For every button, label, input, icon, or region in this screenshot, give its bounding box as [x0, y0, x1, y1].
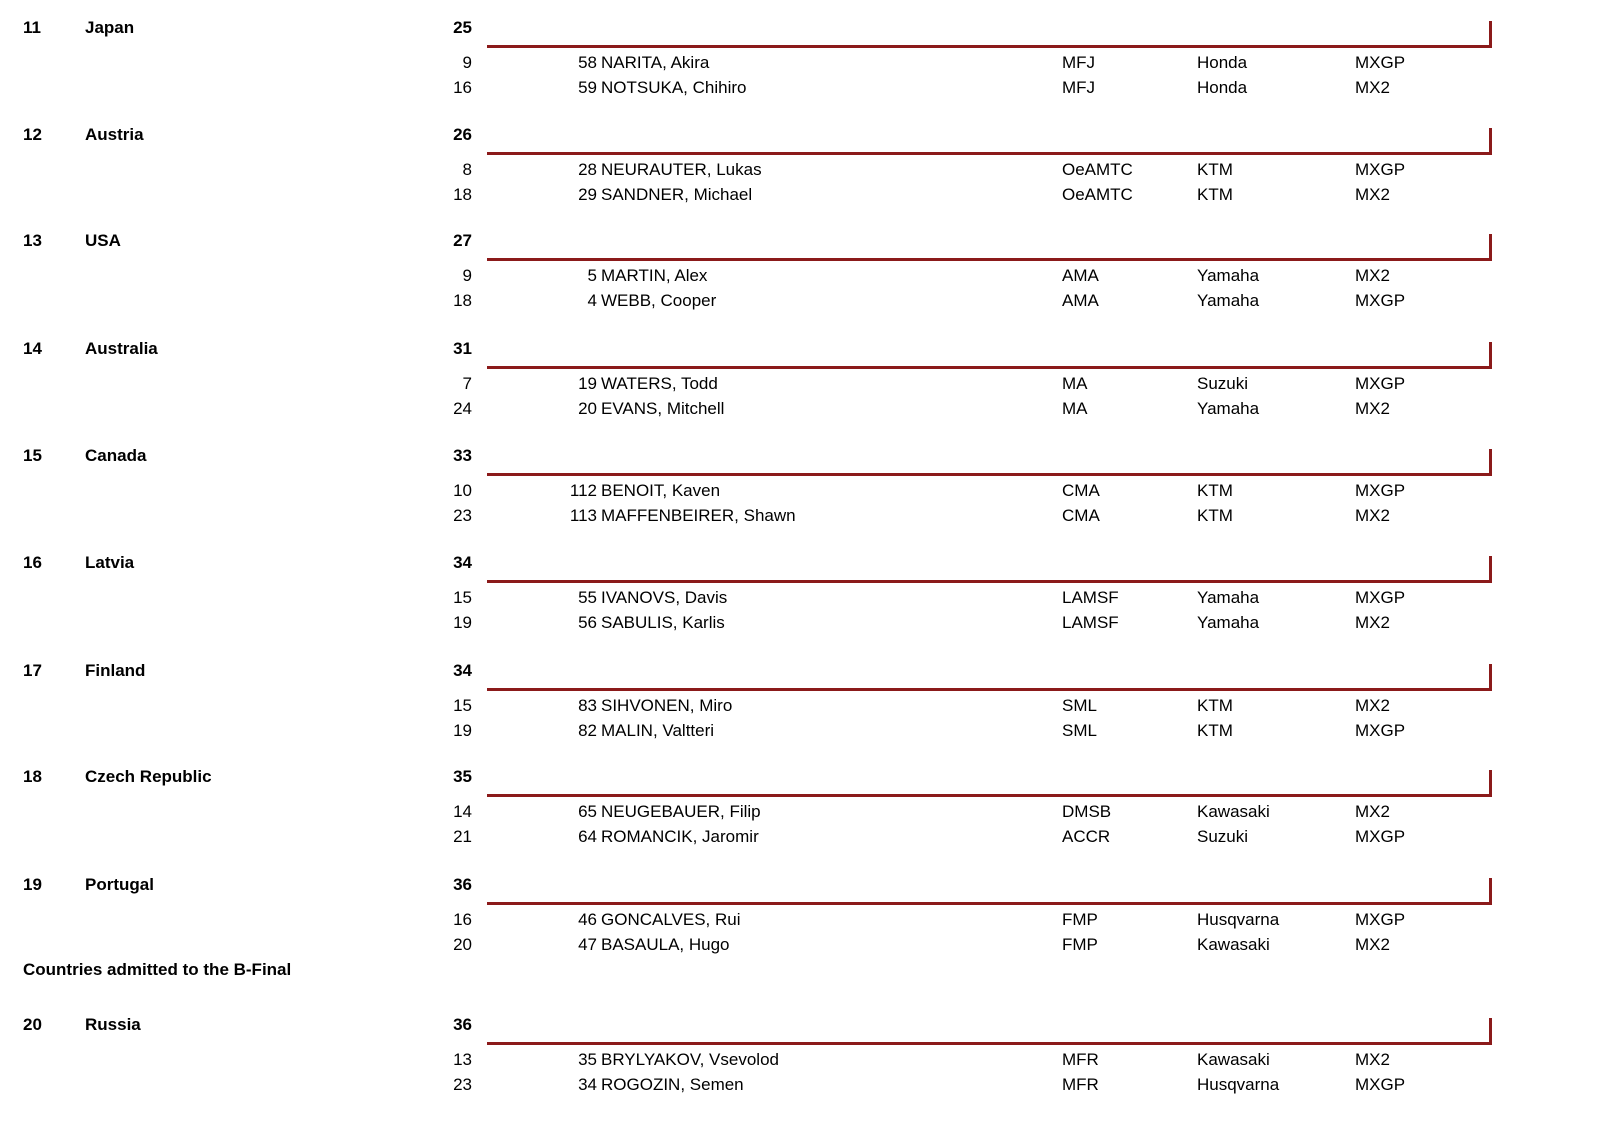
rider-class: MXGP [1355, 588, 1406, 607]
block-divider-rule [487, 473, 1492, 476]
rider-number: 59 [578, 78, 597, 97]
rider-name: NOTSUKA, Chihiro [601, 78, 747, 97]
rider-class: MX2 [1355, 185, 1390, 204]
rider-bike-brand: Husqvarna [1197, 910, 1280, 929]
rider-number: 4 [587, 291, 597, 310]
country-total-points: 36 [453, 875, 472, 894]
rider-name: NEUGEBAUER, Filip [601, 802, 761, 821]
country-block [0, 1015, 1608, 1122]
rider-position: 9 [462, 266, 472, 285]
rider-number: 29 [578, 185, 597, 204]
rider-federation: OeAMTC [1062, 160, 1133, 179]
country-name: Canada [85, 446, 147, 465]
rider-federation: MFJ [1062, 78, 1096, 97]
rider-class: MXGP [1355, 1075, 1406, 1094]
rider-number: 46 [578, 910, 597, 929]
rider-name: IVANOVS, Davis [601, 588, 728, 607]
rider-row [0, 910, 1608, 935]
rider-position: 18 [453, 291, 472, 310]
rider-number: 83 [578, 696, 597, 715]
rider-bike-brand: KTM [1197, 481, 1233, 500]
rider-row [0, 481, 1608, 506]
rider-federation: MFJ [1062, 53, 1096, 72]
rider-class: MX2 [1355, 399, 1390, 418]
rider-row [0, 588, 1608, 613]
rider-name: WATERS, Todd [601, 374, 718, 393]
country-rank: 12 [23, 125, 42, 144]
rider-row [0, 827, 1608, 852]
country-rank: 14 [23, 339, 42, 358]
rider-row [0, 1050, 1608, 1075]
country-name: Australia [85, 339, 158, 358]
rider-number: 28 [578, 160, 597, 179]
rider-bike-brand: Yamaha [1197, 266, 1260, 285]
rider-class: MX2 [1355, 1050, 1390, 1069]
rider-row [0, 721, 1608, 746]
rider-class: MXGP [1355, 374, 1406, 393]
country-rank: 19 [23, 875, 42, 894]
rider-number: 58 [578, 53, 597, 72]
rider-bike-brand: Husqvarna [1197, 1075, 1280, 1094]
rider-bike-brand: Yamaha [1197, 399, 1260, 418]
rider-federation: FMP [1062, 935, 1098, 954]
b-final-section-note: Countries admitted to the B-Final [23, 960, 292, 979]
country-name: Russia [85, 1015, 141, 1034]
rider-number: 47 [578, 935, 597, 954]
rider-position: 15 [453, 588, 472, 607]
rider-federation: OeAMTC [1062, 185, 1133, 204]
rider-number: 113 [569, 506, 597, 525]
rider-federation: AMA [1062, 291, 1099, 310]
rider-class: MXGP [1355, 53, 1406, 72]
country-rank: 11 [23, 18, 41, 37]
rider-row [0, 399, 1608, 424]
rider-name: ROMANCIK, Jaromir [601, 827, 759, 846]
rider-row [0, 613, 1608, 638]
rider-row [0, 374, 1608, 399]
rider-federation: CMA [1062, 481, 1100, 500]
block-divider-rule [487, 580, 1492, 583]
country-block [0, 339, 1608, 446]
rider-federation: SML [1062, 696, 1097, 715]
rider-class: MXGP [1355, 910, 1406, 929]
rider-federation: LAMSF [1062, 588, 1119, 607]
rider-name: SANDNER, Michael [601, 185, 753, 204]
rider-name: GONCALVES, Rui [601, 910, 741, 929]
rider-name: BASAULA, Hugo [601, 935, 730, 954]
rider-bike-brand: KTM [1197, 721, 1233, 740]
rider-class: MX2 [1355, 696, 1390, 715]
country-rank: 17 [23, 661, 42, 680]
rider-name: SIHVONEN, Miro [601, 696, 733, 715]
rider-federation: CMA [1062, 506, 1100, 525]
rider-number: 56 [578, 613, 597, 632]
rider-federation: SML [1062, 721, 1097, 740]
rider-number: 5 [587, 266, 597, 285]
rider-federation: MA [1062, 399, 1088, 418]
rider-class: MX2 [1355, 802, 1390, 821]
country-total-points: 27 [453, 231, 472, 250]
rider-federation: AMA [1062, 266, 1099, 285]
rider-row [0, 1075, 1608, 1100]
country-name: USA [85, 231, 121, 250]
rider-position: 16 [453, 910, 472, 929]
rider-name: BENOIT, Kaven [601, 481, 721, 500]
rider-bike-brand: Suzuki [1197, 374, 1249, 393]
block-divider-rule [487, 258, 1492, 261]
country-total-points: 34 [453, 661, 472, 680]
rider-name: MARTIN, Alex [601, 266, 708, 285]
rider-position: 18 [453, 185, 472, 204]
country-rank: 15 [23, 446, 42, 465]
block-divider-rule [487, 366, 1492, 369]
rider-position: 19 [453, 613, 472, 632]
rider-class: MXGP [1355, 721, 1406, 740]
rider-bike-brand: KTM [1197, 696, 1233, 715]
country-block [0, 661, 1608, 768]
rider-name: MAFFENBEIRER, Shawn [601, 506, 796, 525]
country-block [0, 553, 1608, 660]
block-divider-rule [487, 794, 1492, 797]
rider-number: 55 [578, 588, 597, 607]
rider-federation: MFR [1062, 1050, 1099, 1069]
rider-class: MXGP [1355, 291, 1406, 310]
country-rank: 16 [23, 553, 42, 572]
rider-class: MXGP [1355, 481, 1406, 500]
country-total-points: 36 [453, 1015, 472, 1034]
rider-name: EVANS, Mitchell [601, 399, 725, 418]
rider-federation: DMSB [1062, 802, 1112, 821]
country-rank: 13 [23, 231, 42, 250]
rider-name: NEURAUTER, Lukas [601, 160, 762, 179]
rider-name: BRYLYAKOV, Vsevolod [601, 1050, 779, 1069]
rider-number: 19 [578, 374, 597, 393]
rider-class: MX2 [1355, 506, 1390, 525]
rider-name: WEBB, Cooper [601, 291, 717, 310]
rider-number: 65 [578, 802, 597, 821]
country-rank: 20 [23, 1015, 42, 1034]
rider-row [0, 506, 1608, 531]
rider-bike-brand: Yamaha [1197, 291, 1260, 310]
rider-number: 112 [569, 481, 597, 500]
rider-federation: MA [1062, 374, 1088, 393]
block-divider-rule [487, 1042, 1492, 1045]
rider-name: ROGOZIN, Semen [601, 1075, 744, 1094]
country-name: Latvia [85, 553, 135, 572]
rider-position: 23 [453, 1075, 472, 1094]
rider-bike-brand: Suzuki [1197, 827, 1249, 846]
rider-class: MXGP [1355, 827, 1406, 846]
rider-bike-brand: Kawasaki [1197, 1050, 1270, 1069]
rider-federation: ACCR [1062, 827, 1111, 846]
country-name: Portugal [85, 875, 154, 894]
country-total-points: 33 [453, 446, 472, 465]
rider-position: 9 [462, 53, 472, 72]
rider-class: MXGP [1355, 160, 1406, 179]
rider-row [0, 185, 1608, 210]
rider-name: MALIN, Valtteri [601, 721, 715, 740]
rider-position: 8 [462, 160, 472, 179]
rider-bike-brand: Kawasaki [1197, 802, 1270, 821]
rider-bike-brand: Honda [1197, 78, 1248, 97]
rider-bike-brand: KTM [1197, 506, 1233, 525]
rider-row [0, 291, 1608, 316]
rider-class: MX2 [1355, 266, 1390, 285]
rider-federation: LAMSF [1062, 613, 1119, 632]
rider-row [0, 802, 1608, 827]
block-divider-rule [487, 45, 1492, 48]
rider-row [0, 78, 1608, 103]
block-divider-rule [487, 902, 1492, 905]
rider-class: MX2 [1355, 935, 1390, 954]
country-name: Czech Republic [85, 767, 212, 786]
country-block [0, 767, 1608, 874]
rider-row [0, 53, 1608, 78]
rider-bike-brand: KTM [1197, 185, 1233, 204]
rider-position: 20 [453, 935, 472, 954]
country-name: Finland [85, 661, 146, 680]
rider-row [0, 935, 1608, 960]
rider-row [0, 160, 1608, 185]
rider-position: 16 [453, 78, 472, 97]
rider-number: 35 [578, 1050, 597, 1069]
block-divider-rule [487, 152, 1492, 155]
rider-name: NARITA, Akira [601, 53, 710, 72]
rider-row [0, 696, 1608, 721]
country-block [0, 18, 1608, 125]
rider-bike-brand: Yamaha [1197, 588, 1260, 607]
country-total-points: 35 [453, 767, 472, 786]
country-name: Austria [85, 125, 144, 144]
country-total-points: 31 [453, 339, 472, 358]
rider-position: 24 [453, 399, 472, 418]
rider-class: MX2 [1355, 613, 1390, 632]
rider-number: 64 [578, 827, 597, 846]
rider-number: 20 [578, 399, 597, 418]
rider-position: 21 [453, 827, 472, 846]
rider-position: 13 [453, 1050, 472, 1069]
rider-position: 19 [453, 721, 472, 740]
country-name: Japan [85, 18, 135, 37]
block-divider-rule [487, 688, 1492, 691]
rider-number: 82 [578, 721, 597, 740]
country-block [0, 231, 1608, 338]
rider-position: 23 [453, 506, 472, 525]
rider-bike-brand: KTM [1197, 160, 1233, 179]
rider-position: 10 [453, 481, 472, 500]
rider-position: 7 [462, 374, 472, 393]
rider-row [0, 266, 1608, 291]
rider-bike-brand: Honda [1197, 53, 1248, 72]
rider-name: SABULIS, Karlis [601, 613, 725, 632]
country-total-points: 26 [453, 125, 472, 144]
country-total-points: 25 [453, 18, 472, 37]
rider-federation: FMP [1062, 910, 1098, 929]
rider-number: 34 [578, 1075, 597, 1094]
country-block [0, 446, 1608, 553]
rider-federation: MFR [1062, 1075, 1099, 1094]
rider-position: 15 [453, 696, 472, 715]
country-rank: 18 [23, 767, 42, 786]
country-block [0, 125, 1608, 232]
country-total-points: 34 [453, 553, 472, 572]
rider-bike-brand: Kawasaki [1197, 935, 1270, 954]
rider-class: MX2 [1355, 78, 1390, 97]
rider-position: 14 [453, 802, 472, 821]
rider-bike-brand: Yamaha [1197, 613, 1260, 632]
